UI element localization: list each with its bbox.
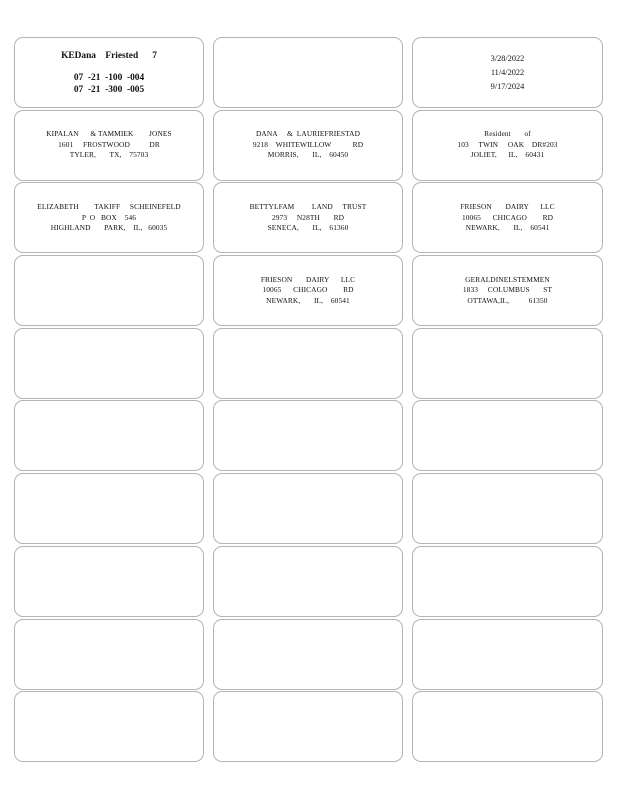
empty-label bbox=[213, 619, 403, 690]
empty-label bbox=[213, 328, 403, 399]
label-line: NEWARK, IL, 60541 bbox=[465, 223, 550, 233]
label-line: 9/17/2024 bbox=[490, 81, 525, 91]
label-line: P O BOX 546 bbox=[81, 212, 137, 222]
label-line: 10065 CHICAGO RD bbox=[461, 212, 554, 222]
label-line: 1601 FROSTWOOD DR bbox=[58, 139, 160, 149]
label-line: 07 -21 -300 -005 bbox=[73, 84, 145, 95]
address-label bbox=[412, 110, 603, 181]
address-label bbox=[14, 182, 204, 253]
label-line: 07 -21 -100 -004 bbox=[73, 72, 145, 83]
label-line: GERALDINELSTEMMEN bbox=[465, 274, 550, 284]
label-line: DANA & LAURIEFRIESTAD bbox=[255, 129, 361, 139]
label-line: Resident of bbox=[484, 129, 531, 139]
label-line: FRIESON DAIRY LLC bbox=[460, 202, 555, 212]
empty-label bbox=[14, 328, 204, 399]
label-sheet bbox=[14, 37, 603, 762]
label-line: FRIESON DAIRY LLC bbox=[260, 274, 356, 284]
empty-label bbox=[412, 328, 603, 399]
empty-label bbox=[14, 546, 204, 617]
address-label bbox=[14, 37, 204, 108]
label-line: ELIZABETH TAKIFF SCHEINEFELD bbox=[37, 202, 181, 212]
label-line: HIGHLAND PARK, IL, 60035 bbox=[50, 223, 168, 233]
empty-label bbox=[14, 400, 204, 471]
address-label bbox=[213, 110, 403, 181]
address-label bbox=[213, 182, 403, 253]
address-label bbox=[213, 255, 403, 326]
label-line: 103 TWIN OAK DR#203 bbox=[457, 139, 558, 149]
empty-label bbox=[412, 400, 603, 471]
empty-label bbox=[14, 255, 204, 326]
label-line: KIPALAN & TAMMIEK JONES bbox=[46, 129, 172, 139]
empty-label bbox=[213, 400, 403, 471]
empty-label bbox=[14, 691, 204, 762]
label-line: SENECA, IL, 61360 bbox=[267, 223, 349, 233]
empty-label bbox=[213, 691, 403, 762]
address-label bbox=[412, 37, 603, 108]
empty-label bbox=[412, 619, 603, 690]
label-line: OTTAWA,IL, 61350 bbox=[467, 295, 548, 305]
label-line: KEDana Friested 7 bbox=[61, 50, 157, 61]
label-line: BETTYLFAM LAND TRUST bbox=[249, 202, 367, 212]
empty-label bbox=[14, 473, 204, 544]
empty-label bbox=[213, 473, 403, 544]
empty-label bbox=[213, 37, 403, 108]
label-line: JOLIET, IL, 60431 bbox=[470, 150, 545, 160]
label-line: 3/28/2022 bbox=[490, 53, 525, 63]
empty-label bbox=[213, 546, 403, 617]
address-label bbox=[14, 110, 204, 181]
empty-label bbox=[412, 546, 603, 617]
label-line: 9218 WHITEWILLOW RD bbox=[252, 139, 364, 149]
label-line: 1833 COLUMBUS ST bbox=[462, 285, 553, 295]
empty-label bbox=[14, 619, 204, 690]
address-label bbox=[412, 182, 603, 253]
address-label bbox=[412, 255, 603, 326]
label-line: 10065 CHICAGO RD bbox=[262, 285, 354, 295]
label-line: 11/4/2022 bbox=[490, 67, 525, 77]
label-line: 2973 N28TH RD bbox=[271, 212, 345, 222]
empty-label bbox=[412, 473, 603, 544]
empty-label bbox=[412, 691, 603, 762]
label-line: MORRIS, IL, 60450 bbox=[267, 150, 349, 160]
label-line: NEWARK, IL, 60541 bbox=[266, 295, 350, 305]
label-line: TYLER, TX, 75703 bbox=[69, 150, 149, 160]
